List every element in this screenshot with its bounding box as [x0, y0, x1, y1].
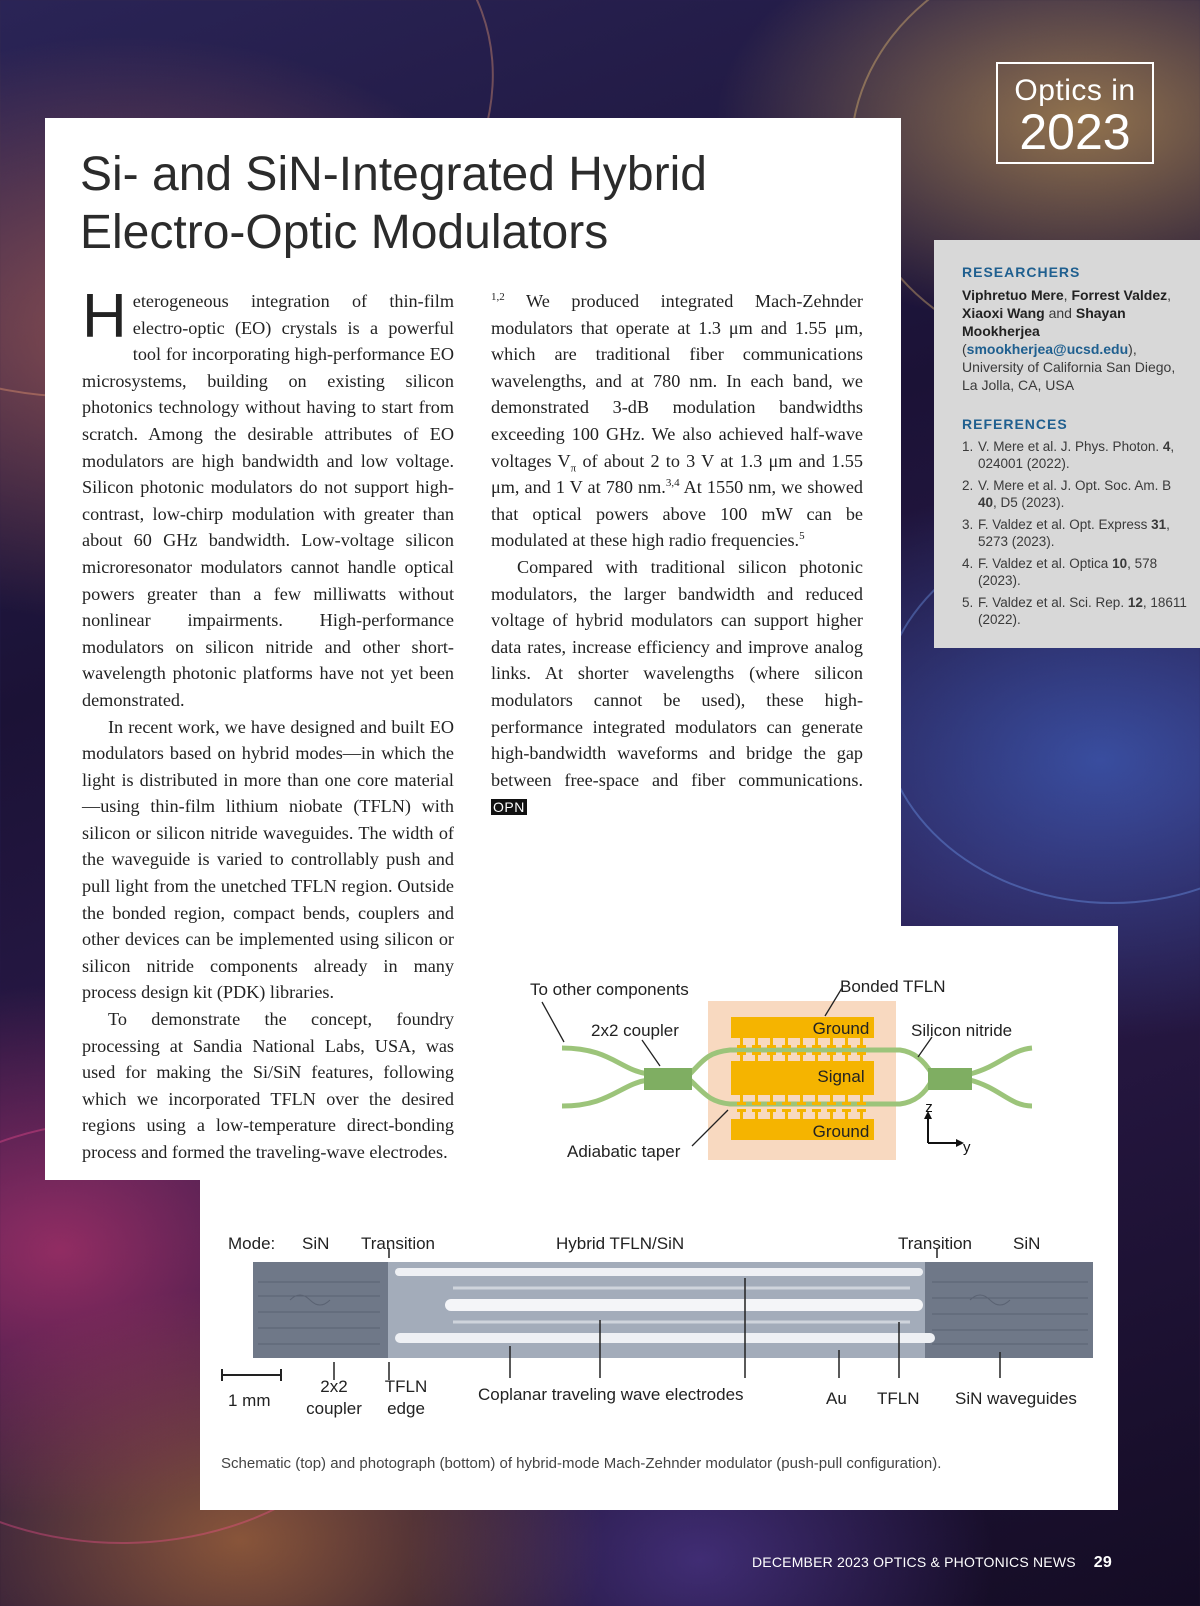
electrode-tooth [827, 1102, 836, 1105]
references-heading: REFERENCES [962, 416, 1068, 432]
label-bonded-tfln: Bonded TFLN [840, 977, 946, 996]
electrode-tooth [800, 1111, 803, 1119]
electrode-tooth [767, 1109, 776, 1112]
electrode-tooth [737, 1045, 746, 1048]
electrode-tooth [782, 1052, 791, 1055]
label-adiabatic-taper: Adiabatic taper [567, 1142, 681, 1161]
reference-text: V. Mere et al. J. Opt. Soc. Am. B [978, 478, 1172, 493]
photo-electrode-bottom [395, 1333, 935, 1343]
electrode-tooth [800, 1095, 803, 1103]
electrode-tooth [812, 1102, 821, 1105]
paragraph-3-text-b: We produced integrated Mach-Zehnder modulators that operate at 1.3 μm and 1.55 μm, which are traditional fiber communications wavelengths, and at 780 nm. In each band, we demonstrated 3-dB modulation bandwidths exceeding 100 GHz. We also achieved half-wave voltages V [491, 291, 863, 471]
electrode-tooth [830, 1095, 833, 1103]
researcher-name: Forrest Valdez [1071, 287, 1168, 303]
electrode-tooth [845, 1095, 848, 1103]
reference-volume: 4 [1162, 439, 1171, 454]
electrode-tooth [767, 1102, 776, 1105]
figure-caption: Schematic (top) and photograph (bottom) of hybrid-mode Mach-Zehnder modulator (push-pull configuration). [221, 1455, 942, 1472]
reference-volume: 12 [1127, 595, 1143, 610]
reference-volume: 31 [1151, 517, 1167, 532]
electrode-tooth [740, 1111, 743, 1119]
label-sin-right: SiN [1013, 1234, 1041, 1253]
badge-year: 2023 [1019, 104, 1131, 160]
reference-pages: , 5273 (2023). [978, 517, 1170, 549]
reference-number: 3. [962, 517, 974, 532]
electrode-tooth [800, 1038, 803, 1046]
label-transition-right: Transition [898, 1234, 973, 1253]
electrode-tooth [737, 1102, 746, 1105]
email-link[interactable]: smookherjea@ucsd.edu [966, 341, 1129, 357]
electrode-tooth [812, 1052, 821, 1055]
reference-text: F. Valdez et al. Optica [978, 556, 1113, 571]
paragraph-3-text-d: At 1550 nm, we showed that optical powers above 100 mW can be modulated at these high radio frequencies. [491, 477, 863, 551]
electrode-tooth [752, 1102, 761, 1105]
label-hybrid: Hybrid TFLN/SiN [556, 1234, 685, 1253]
label-sin-waveguides: SiN waveguides [955, 1389, 1077, 1408]
electrode-tooth [857, 1109, 866, 1112]
electrode-tooth [860, 1038, 863, 1046]
electrode-tooth [857, 1045, 866, 1048]
reference-number: 1. [962, 439, 974, 454]
researchers-list: Viphretuo Mere, Forrest Valdez, Xiaoxi Wang and Shayan Mookherjea (smookherjea@ucsd.edu), University of California San Diego, La Jolla, CA, USA [962, 287, 1176, 393]
reference-pages: , 18611 (2022). [978, 595, 1187, 627]
electrode-tooth [827, 1109, 836, 1112]
electrode-tooth [767, 1052, 776, 1055]
page-footer [752, 1554, 1122, 1572]
photo-electrode-signal [445, 1299, 923, 1311]
reference-text: V. Mere et al. J. Phys. Photon. [978, 439, 1163, 454]
and-word: and [1048, 305, 1072, 321]
electrode-tooth [815, 1111, 818, 1119]
electrode-tooth [770, 1111, 773, 1119]
paragraph-1-text: eterogeneous integration of thin-film electro-optic (EO) crystals is a powerful tool for incorporating high-performance EO microsystems, building on existing silicon photonics technology without having to start from scratch. Among the desirable attributes of EO modulators are high bandwidth and low voltage. Silicon photonic modulators do not support high-contrast, low-chirp modulation with greater than about 60 GHz bandwidth. Low-voltage silicon microresonator modulators cannot handle optical powers greater than a few milliwatts without nonlinear impairments. High-performance modulators on silicon nitride and other short-wavelength photonic platforms have not yet been demonstrated. [82, 291, 454, 710]
electrode-tooth [845, 1111, 848, 1119]
label-ground-top: Ground [812, 1019, 870, 1038]
photo-electrode-top [395, 1268, 923, 1276]
electrode-tooth [740, 1038, 743, 1046]
label-to-other-components: To other components [530, 980, 689, 999]
electrode-tooth [755, 1038, 758, 1046]
opn-end-mark: OPN [493, 799, 525, 816]
electrode-tooth [755, 1111, 758, 1119]
reference-text: F. Valdez et al. Opt. Express [978, 517, 1152, 532]
label-tfln: TFLN [877, 1389, 920, 1408]
electrode-tooth [770, 1038, 773, 1046]
electrode-tooth [857, 1052, 866, 1055]
coupler-left-block [644, 1068, 692, 1090]
page-number: 29 [1093, 1554, 1112, 1571]
electrode-tooth [782, 1102, 791, 1105]
paragraph-2: In recent work, we have designed and built EO modulators based on hybrid modes—in which the light is distributed in more than one core material—using thin-film lithium niobate (TFLN) with silicon or silicon nitride waveguides. The width of the waveguide is varied to controllably push and pull light from the unetched TFLN region. Outside the bonded region, compact bends, couplers and other devices can be implemented using silicon or silicon nitride components already in many process design kit (PDK) libraries. [82, 716, 454, 1003]
title-line2: Electro-Optic Modulators [80, 206, 609, 259]
label-coupler-line1: 2x2 [320, 1377, 348, 1396]
label-au: Au [826, 1389, 847, 1408]
label-scale: 1 mm [228, 1391, 271, 1410]
citation-1-2: 1,2 [491, 290, 505, 303]
researcher-name: Xiaoxi Wang [962, 305, 1045, 321]
axis-icon [928, 1117, 958, 1143]
drop-cap: H [82, 282, 127, 351]
electrode-tooth [812, 1109, 821, 1112]
label-ground-bottom: Ground [812, 1122, 870, 1141]
electrode-tooth [830, 1038, 833, 1046]
reference-pages: , 024001 (2022). [978, 439, 1175, 471]
electrode-tooth [752, 1109, 761, 1112]
paragraph-3-text-c: of about 2 to 3 V at 1.3 μm and 1.55 μm, and 1 V at 780 nm. [491, 450, 863, 498]
electrode-tooth [797, 1102, 806, 1105]
electrode-tooth [752, 1045, 761, 1048]
electrode-tooth [770, 1095, 773, 1103]
reference-number: 5. [962, 595, 974, 610]
reference-number: 4. [962, 556, 974, 571]
label-sin-left: SiN [302, 1234, 330, 1253]
electrode-tooth [827, 1052, 836, 1055]
researcher-name: Viphretuo Mere [962, 287, 1064, 303]
electrode-tooth [842, 1052, 851, 1055]
electrode-tooth [755, 1095, 758, 1103]
electrode-tooth [797, 1109, 806, 1112]
affiliation: University of California San Diego, La Jolla, CA, USA [962, 359, 1176, 393]
label-mode: Mode: [228, 1234, 276, 1253]
citation-3-4: 3,4 [665, 477, 680, 490]
label-tfln-edge-line1: TFLN [384, 1377, 428, 1396]
label-tfln-edge-line2: edge [387, 1399, 425, 1418]
title-line1: Si- and SiN-Integrated Hybrid [80, 148, 707, 201]
electrode-tooth [857, 1102, 866, 1105]
electrode-tooth [782, 1109, 791, 1112]
paragraph-4-text: Compared with traditional silicon photonic modulators, the larger bandwidth and reduced voltage of hybrid modulators can support higher data rates, increase efficiency and improve analog links. At shorter wavelengths (where silicon modulators cannot be used), these high-performance integrated modulators can generate high-bandwidth waveforms and bridge the gap between free-space and fiber communications. [491, 556, 863, 790]
axis-label-z: z [925, 1099, 933, 1116]
axis-label-y: y [963, 1139, 971, 1156]
electrode-tooth [737, 1052, 746, 1055]
electrode-tooth [860, 1095, 863, 1103]
label-silicon-nitride: Silicon nitride [911, 1021, 1013, 1040]
reference-pages: , D5 (2023). [993, 495, 1065, 510]
electrode-tooth [842, 1102, 851, 1105]
reference-number: 2. [962, 478, 974, 493]
coupler-right-block [928, 1068, 972, 1090]
scale-bar [222, 1369, 281, 1381]
electrode-tooth [815, 1038, 818, 1046]
electrode-tooth [842, 1045, 851, 1048]
electrode-tooth [797, 1045, 806, 1048]
electrode-tooth [830, 1111, 833, 1119]
electrode-tooth [767, 1045, 776, 1048]
electrode-tooth [842, 1109, 851, 1112]
reference-pages: , 578 (2023). [978, 556, 1158, 588]
badge-line1: Optics in [1014, 74, 1136, 107]
subscript-pi: π [570, 462, 577, 475]
reference-text: F. Valdez et al. Sci. Rep. [978, 595, 1128, 610]
label-coupler-line2: coupler [306, 1399, 362, 1418]
electrode-tooth [815, 1095, 818, 1103]
label-transition-left: Transition [361, 1234, 436, 1253]
electrode-tooth [740, 1095, 743, 1103]
electrode-tooth [785, 1095, 788, 1103]
citation-5: 5 [799, 530, 805, 543]
electrode-tooth [752, 1052, 761, 1055]
electrode-tooth [812, 1045, 821, 1048]
researchers-heading: RESEARCHERS [962, 264, 1081, 280]
reference-volume: 10 [1112, 556, 1128, 571]
footer-issue: DECEMBER 2023 OPTICS & PHOTONICS NEWS [752, 1554, 1076, 1570]
electrode-tooth [860, 1111, 863, 1119]
label-signal: Signal [817, 1067, 865, 1086]
electrode-tooth [785, 1038, 788, 1046]
reference-volume: 40 [978, 495, 994, 510]
label-electrodes: Coplanar traveling wave electrodes [478, 1385, 744, 1404]
electrode-tooth [782, 1045, 791, 1048]
electrode-tooth [827, 1045, 836, 1048]
electrode-tooth [737, 1109, 746, 1112]
paragraph-3-text: To demonstrate the concept, foundry processing at Sandia National Labs, USA, was used for making the Si/SiN features, following which we incorporated TFLN over the desired regions using a low-temperature direct-bonding process and formed the traveling-wave electrodes. [82, 1009, 454, 1162]
researcher-name: Shayan Mookherjea [962, 305, 1126, 339]
electrode-tooth [797, 1052, 806, 1055]
electrode-tooth [785, 1111, 788, 1119]
label-2x2-coupler: 2x2 coupler [591, 1021, 679, 1040]
electrode-tooth [845, 1038, 848, 1046]
